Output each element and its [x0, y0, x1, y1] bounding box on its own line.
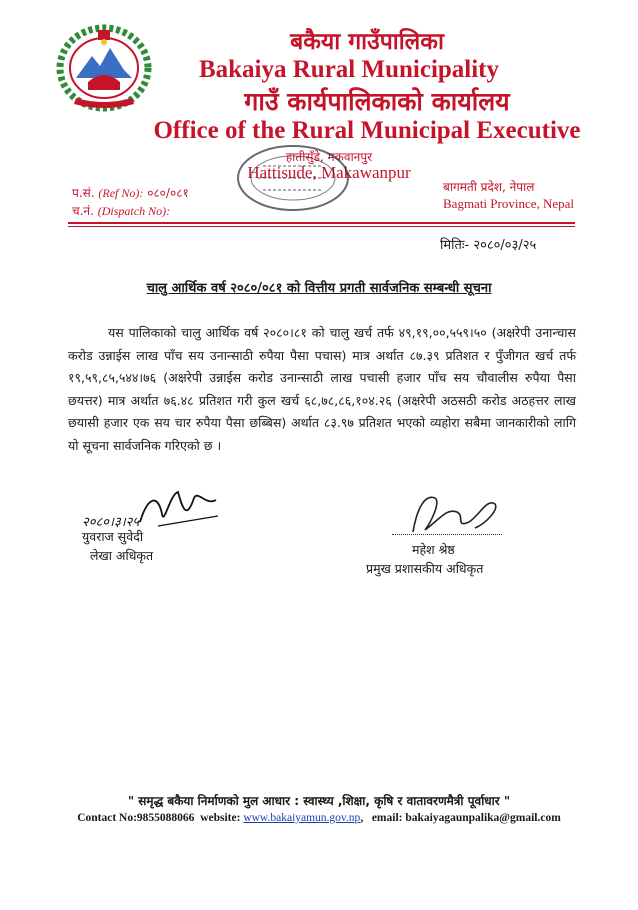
ref-label-english: (Ref No):	[98, 186, 144, 200]
municipality-name-english: Bakaiya Rural Municipality	[198, 56, 500, 83]
website-link[interactable]: www.bakaiyamun.gov.np	[243, 812, 361, 824]
email-address[interactable]: bakaiyagaunpalika@gmail.com	[405, 812, 561, 824]
right-signature-line	[392, 534, 502, 535]
municipality-name-nepali: बकैया गाउँपालिका	[290, 29, 444, 55]
footer-contact: Contact No:9855088066 website: www.bakaiyamun.gov.np, email: bakaiyagaunpalika@gmail.com	[77, 812, 561, 824]
header-divider	[68, 222, 575, 224]
dispatch-label-english: (Dispatch No):	[97, 204, 171, 218]
left-signatory-title: लेखा अधिकृत	[90, 548, 154, 563]
email-label: email:	[371, 812, 403, 824]
province-english: Bagmati Province, Nepal	[443, 196, 575, 211]
handwritten-date: २०८०।३।२५	[82, 515, 140, 530]
header-divider-thin	[68, 226, 575, 227]
office-stamp	[228, 138, 358, 218]
date-value: २०८०/०३/२५	[473, 238, 537, 253]
ref-label-nepali: प.सं.	[72, 186, 95, 200]
notice-subject: चालु आर्थिक वर्ष २०८०/०८१ को वित्तीय प्रगती सार्वजनिक सम्बन्धी सूचना	[146, 281, 492, 296]
address-english: Hattisude, Makawanpur	[247, 163, 411, 182]
office-name-english: Office of the Rural Municipal Executive	[153, 117, 581, 144]
right-signatory-name: महेश श्रेष्ठ	[412, 542, 455, 557]
ref-value: ०८०/०८१	[147, 186, 189, 200]
dispatch-no-line	[72, 202, 170, 219]
notice-body: यस पालिकाको चालु आर्थिक वर्ष २०८०।८१ को चालु खर्च तर्फ ४९,१९,००,५५९।५० (अक्षरेपी उनान्चास करोड उन्नाईस लाख पाँच सय उनान्साठी रुपैया पैसा पचास) मात्र अर्थात ८७.३९ प्रतिशत र पुँजीगत खर्च तर्फ १९,५९,८५,५४४।७६ (अक्षरेपी उन्नाईस करोड उनान्साठी लाख पचासी हजार पाँच सय चौवालीस रुपैया पैसा छयत्तर) मात्र अर्थात ७६.४८ प्रतिशत गरी कुल खर्च ६८,७८,८६,१०४.२६ (अक्षरेपी अठसठी करोड अठहत्तर लाख छयासी हजार एक सय चार रुपैया पैसा छब्बिस) अर्थात ८३.९७ प्रतिशत भएको व्यहोरा सबैमा जानकारीको लागि यो सूचना सार्वजनिक गरिएको छ ।	[68, 325, 576, 453]
date-label: मितिः-	[440, 238, 470, 253]
dispatch-label-nepali: च.नं.	[72, 204, 94, 218]
address-nepali: हातीसुँडे, मकवानपुर	[285, 150, 373, 164]
province-nepali: बागमती प्रदेश, नेपाल	[443, 180, 535, 194]
contact-number: Contact No:9855088066	[77, 812, 195, 824]
ref-no-line	[72, 184, 189, 201]
left-signatory-name: युवराज सुवेदी	[82, 529, 144, 544]
footer-slogan: " समृद्ध बकैया निर्माणको मुल आधार : स्वास्थ्य ,शिक्षा, कृषि र वातावरणमैत्री पूर्वाधार "	[127, 794, 511, 808]
website-label: website:	[200, 812, 241, 824]
letter-date	[440, 235, 536, 253]
right-signatory-title: प्रमुख प्रशासकीय अधिकृत	[366, 561, 484, 576]
office-name-nepali: गाउँ कार्यपालिकाको कार्यालय	[244, 87, 510, 116]
